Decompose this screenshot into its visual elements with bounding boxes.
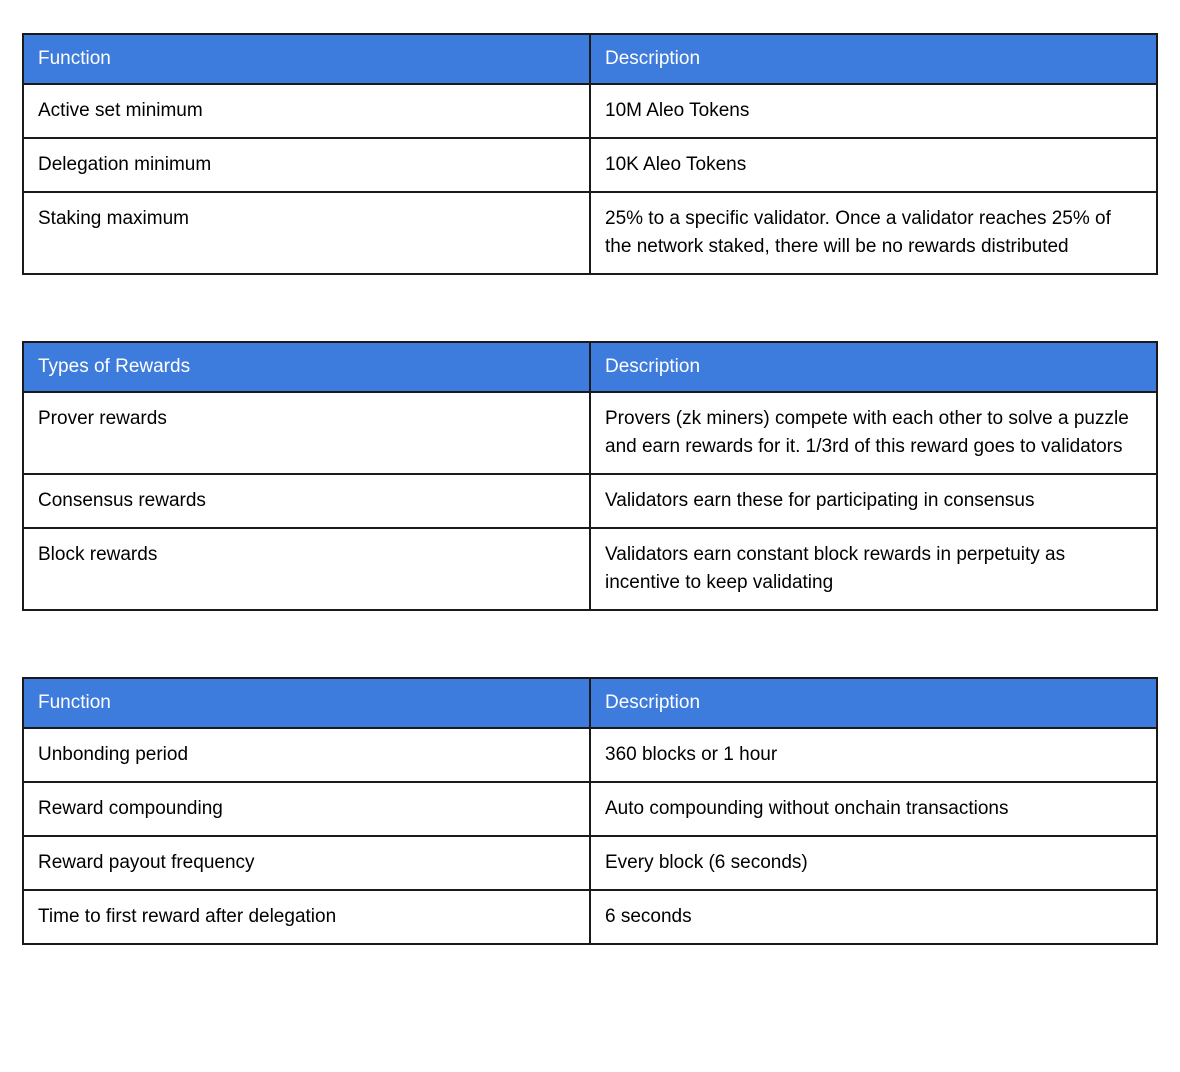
table-cell: Consensus rewards xyxy=(23,474,590,528)
table-cell: Auto compounding without onchain transactions xyxy=(590,782,1157,836)
table-row xyxy=(23,890,1157,944)
table-staking-functions xyxy=(22,33,1158,275)
header-row xyxy=(23,678,1157,728)
column-header: Types of Rewards xyxy=(23,342,590,392)
column-header: Description xyxy=(590,342,1157,392)
table-cell: 10M Aleo Tokens xyxy=(590,84,1157,138)
table-cell: Unbonding period xyxy=(23,728,590,782)
table-cell: Staking maximum xyxy=(23,192,590,274)
table-row xyxy=(23,192,1157,274)
table-cell: Validators earn these for participating in consensus xyxy=(590,474,1157,528)
column-header: Function xyxy=(23,678,590,728)
table-cell: Reward compounding xyxy=(23,782,590,836)
table-cell: Prover rewards xyxy=(23,392,590,474)
table-cell: Active set minimum xyxy=(23,84,590,138)
table-cell: Provers (zk miners) compete with each other to solve a puzzle and earn rewards for it. 1/3rd of this reward goes to validators xyxy=(590,392,1157,474)
header-row xyxy=(23,34,1157,84)
table-cell: 25% to a specific validator. Once a validator reaches 25% of the network staked, there will be no rewards distributed xyxy=(590,192,1157,274)
table-cell: Every block (6 seconds) xyxy=(590,836,1157,890)
table-cell: Reward payout frequency xyxy=(23,836,590,890)
table-row xyxy=(23,392,1157,474)
table-cell: 360 blocks or 1 hour xyxy=(590,728,1157,782)
table-cell: 10K Aleo Tokens xyxy=(590,138,1157,192)
column-header: Description xyxy=(590,34,1157,84)
header-row xyxy=(23,342,1157,392)
column-header: Description xyxy=(590,678,1157,728)
table-row xyxy=(23,84,1157,138)
table-row xyxy=(23,474,1157,528)
table-cell: Validators earn constant block rewards in perpetuity as incentive to keep validating xyxy=(590,528,1157,610)
table-reward-types xyxy=(22,341,1158,611)
table-delegation-functions xyxy=(22,677,1158,945)
table-cell: 6 seconds xyxy=(590,890,1157,944)
table-cell: Block rewards xyxy=(23,528,590,610)
table-row xyxy=(23,138,1157,192)
table-row xyxy=(23,836,1157,890)
table-row xyxy=(23,528,1157,610)
table-row xyxy=(23,782,1157,836)
table-cell: Delegation minimum xyxy=(23,138,590,192)
table-row xyxy=(23,728,1157,782)
table-cell: Time to first reward after delegation xyxy=(23,890,590,944)
column-header: Function xyxy=(23,34,590,84)
